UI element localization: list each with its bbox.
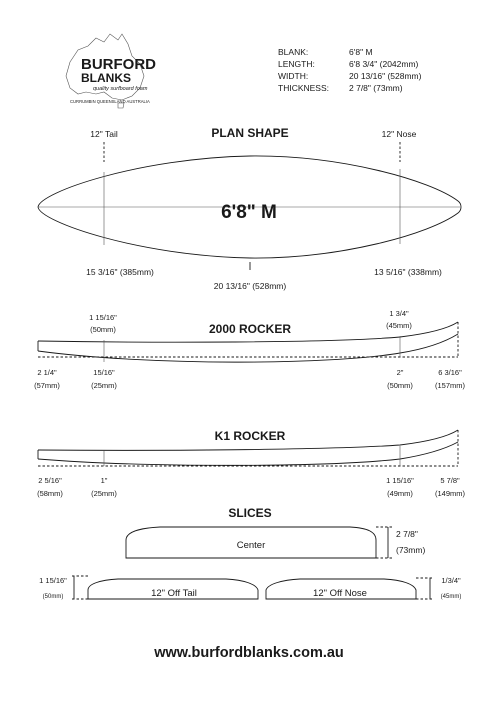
spec-label-thickness: THICKNESS:	[278, 83, 330, 93]
rocker2000-bottom-3a: 2"	[396, 368, 404, 377]
spec-label-length: LENGTH:	[278, 59, 315, 69]
spec-label-blank: BLANK:	[278, 47, 309, 57]
spec-value-length: 6'8 3/4" (2042mm)	[349, 59, 419, 69]
plan-tail-marker: 12" Tail	[90, 129, 118, 139]
logo-brand-line1: BURFORD	[81, 56, 156, 73]
slice-center-dim-a: 2 7/8"	[396, 529, 418, 539]
logo-location: CURRUMBIN QUEENSLAND AUSTRALIA	[70, 99, 150, 104]
rocker2000-top-right-a: 1 3/4"	[389, 309, 409, 318]
plan-nose-width: 13 5/16" (338mm)	[374, 267, 442, 277]
plan-nose-marker: 12" Nose	[381, 129, 417, 139]
rocker2000-bottom-2b: (25mm)	[91, 381, 117, 390]
rocker2000-title: 2000 ROCKER	[208, 322, 292, 336]
slice-center-label: Center	[236, 540, 266, 551]
specs-block	[278, 47, 422, 93]
k1-rocker-section	[37, 429, 465, 498]
rocker2000-bottom-4a: 6 3/16"	[438, 368, 462, 377]
spec-value-blank: 6'8" M	[349, 47, 373, 57]
slices-section	[39, 506, 461, 600]
website-link[interactable]: www.burfordblanks.com.au	[154, 645, 344, 661]
rocker2000-bottom-3b: (50mm)	[387, 381, 413, 390]
spec-value-width: 20 13/16" (528mm)	[349, 71, 422, 81]
burford-logo	[66, 34, 156, 108]
slices-title: SLICES	[228, 506, 272, 520]
rocker2000-bottom-1a: 2 1/4"	[37, 368, 57, 377]
plan-shape-section	[38, 126, 461, 291]
plan-center-label: 6'8" M	[221, 202, 277, 223]
spec-label-width: WIDTH:	[278, 71, 309, 81]
plan-tail-width: 15 3/16" (385mm)	[86, 267, 154, 277]
logo-brand-line2: BLANKS	[81, 71, 131, 85]
slice-nose-label: 12" Off Nose	[313, 588, 367, 599]
k1-bottom-1a: 2 5/16"	[38, 476, 62, 485]
slice-right-dim-a: 1/3/4"	[441, 576, 461, 585]
k1-bottom-3b: (49mm)	[387, 489, 413, 498]
k1-bottom-1b: (58mm)	[37, 489, 63, 498]
k1-bottom-4a: 5 7/8"	[440, 476, 460, 485]
slice-center-dim-b: (73mm)	[396, 545, 426, 555]
k1-bottom-2b: (25mm)	[91, 489, 117, 498]
slice-right-dim-b: (45mm)	[440, 594, 462, 600]
rocker2000-top-right-b: (45mm)	[386, 321, 412, 330]
spec-value-thickness: 2 7/8" (73mm)	[349, 83, 403, 93]
slice-left-dim-b: (50mm)	[42, 594, 64, 600]
logo-tagline: quality surfboard foam	[93, 86, 148, 92]
rocker2000-bottom-4b: (157mm)	[434, 381, 466, 390]
rocker2000-bottom-1b: (57mm)	[34, 381, 60, 390]
rocker2000-top-left-b: (50mm)	[90, 325, 116, 334]
k1-title: K1 ROCKER	[214, 429, 286, 443]
k1-bottom-4b: (149mm)	[434, 489, 466, 498]
plan-title: PLAN SHAPE	[211, 126, 289, 140]
slice-tail-label: 12" Off Tail	[151, 588, 197, 599]
plan-center-width: 20 13/16" (528mm)	[213, 281, 287, 291]
k1-bottom-2a: 1"	[100, 476, 108, 485]
rocker2000-bottom	[38, 334, 458, 362]
k1-bottom-3a: 1 15/16"	[386, 476, 414, 485]
rocker-2000-section	[34, 309, 465, 390]
slice-left-dim-a: 1 15/16"	[39, 576, 67, 585]
rocker2000-bottom-2a: 15/16"	[93, 368, 115, 377]
rocker2000-top-left-a: 1 15/16"	[89, 313, 117, 322]
